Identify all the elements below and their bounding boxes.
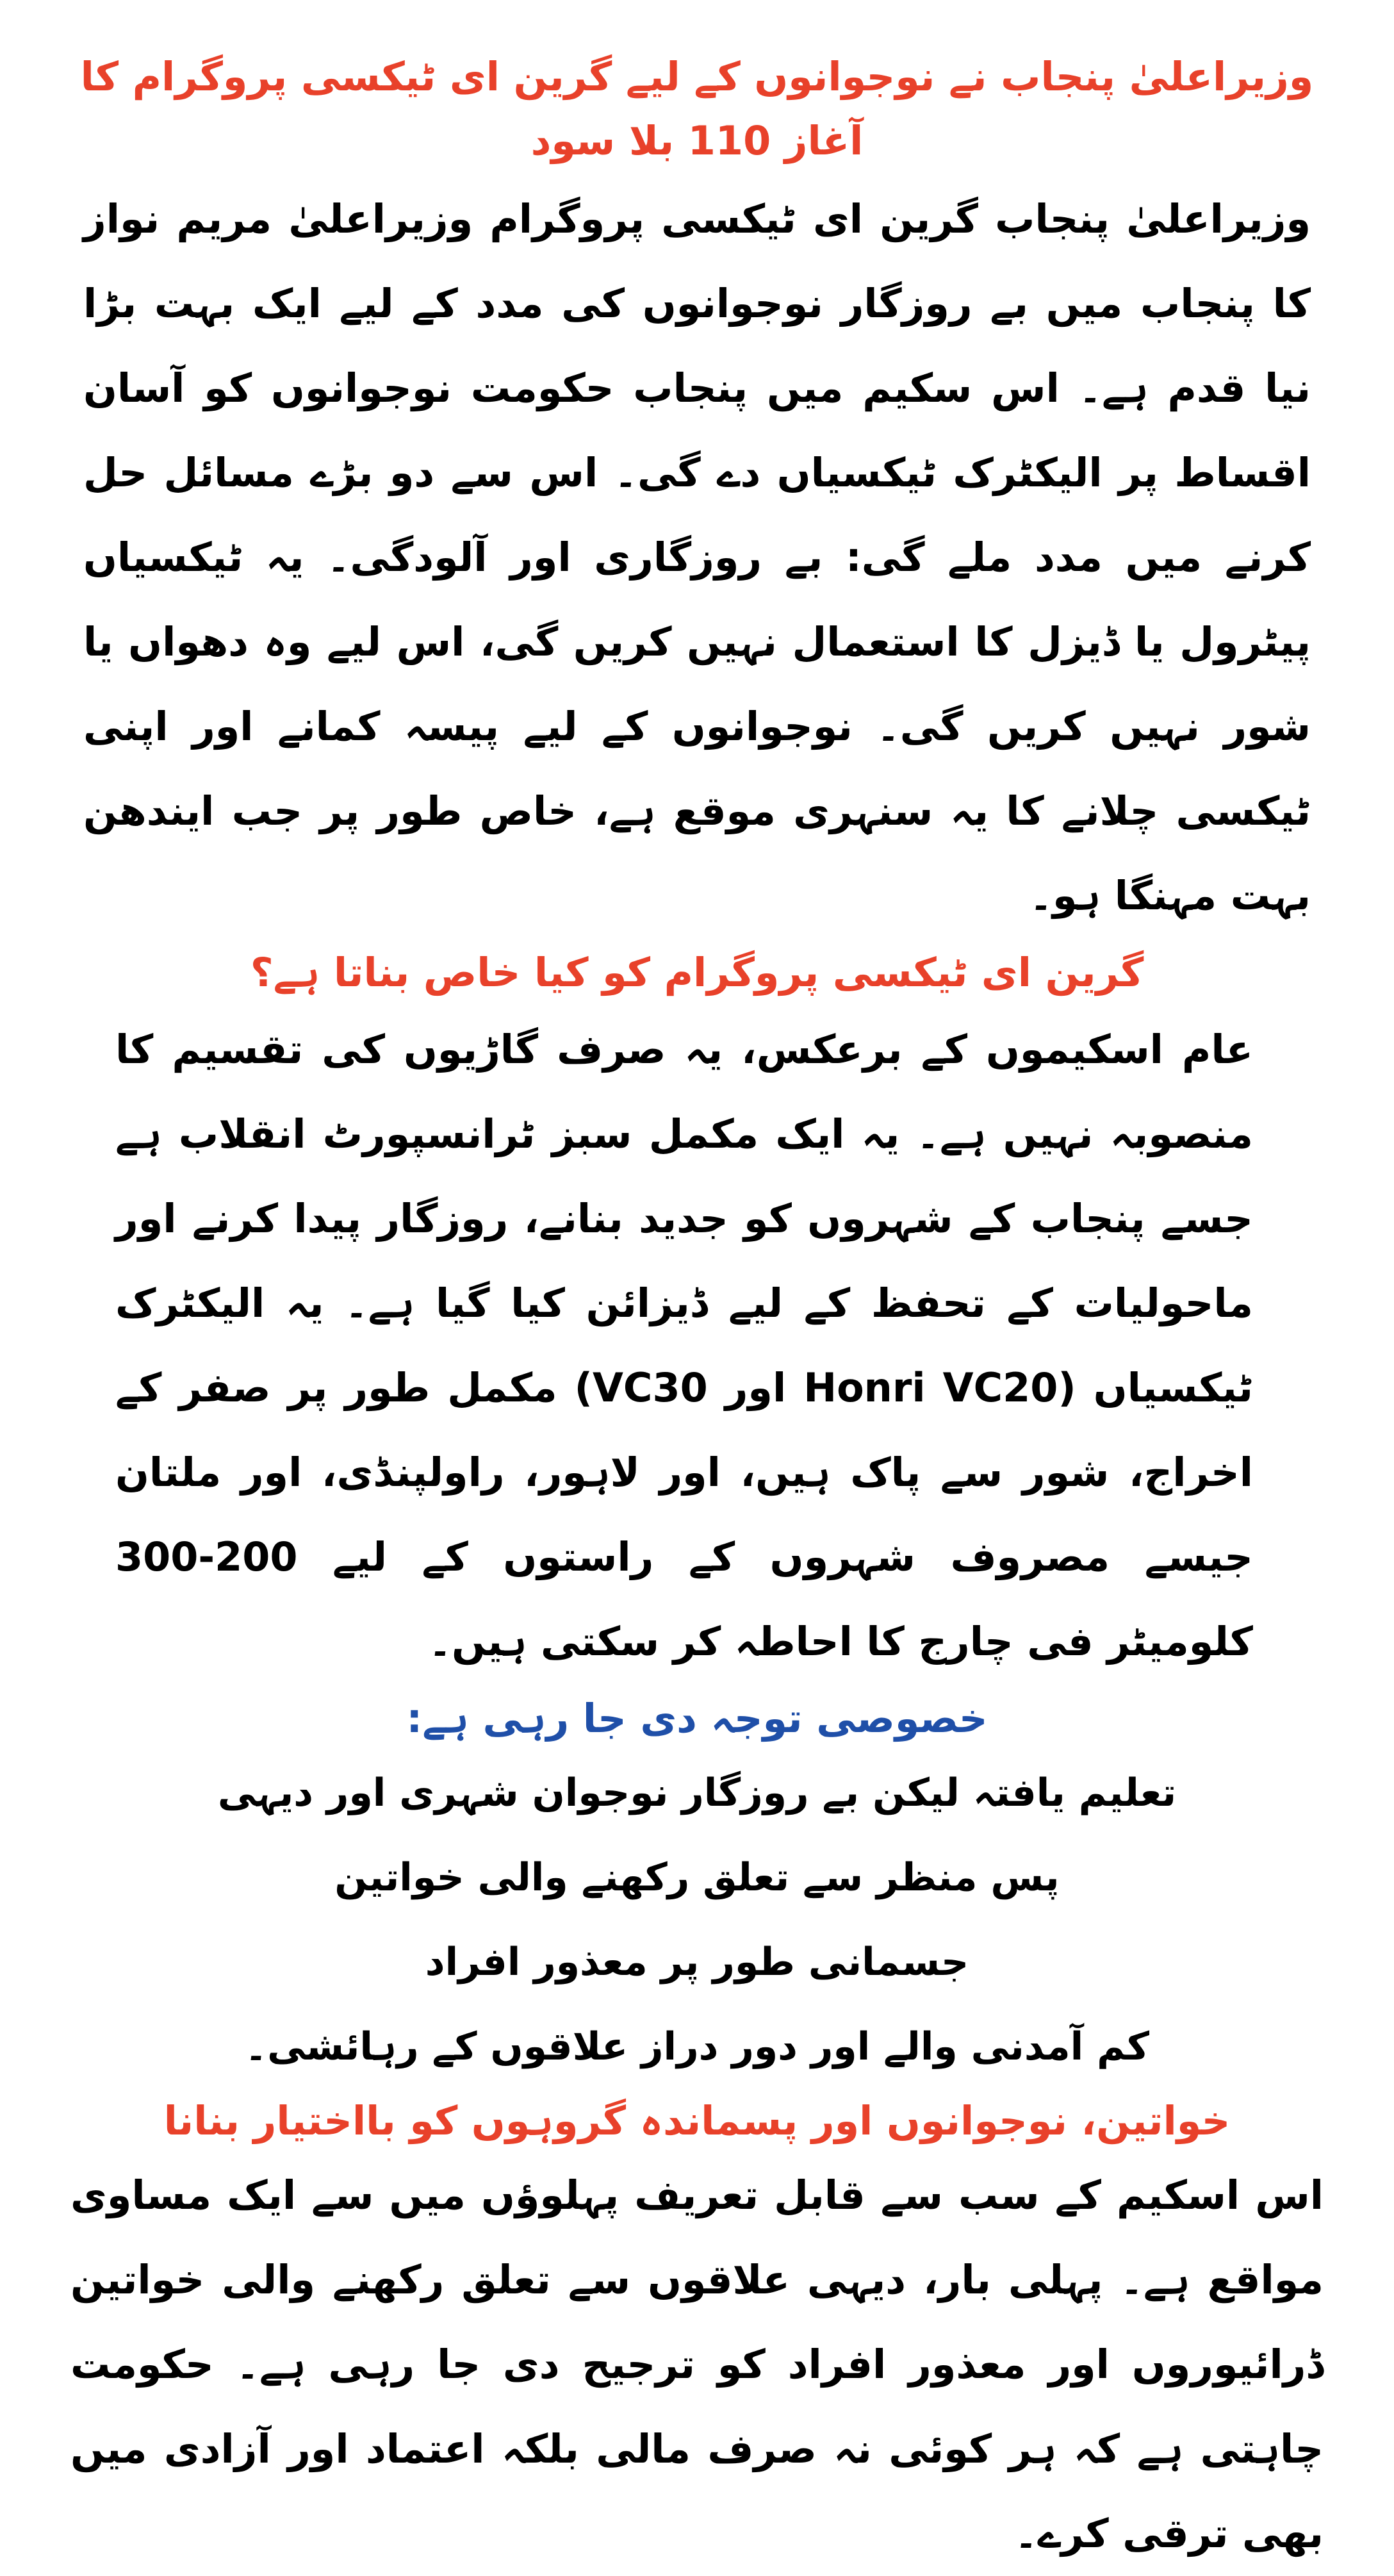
intro-paragraph: وزیراعلیٰ پنجاب گرین ای ٹیکسی پروگرام وزیراعلیٰ مریم نواز کا پنجاب میں بے روزگار نوجوانوں کی مدد کے لیے ایک بہت بڑا نیا قدم ہے۔ اس سکیم میں پنجاب حکومت نوجوانوں کو آسان اقساط پر الیکٹرک ٹیکسیاں دے گی۔ اس سے دو بڑے مسائل حل کرنے میں مدد ملے گی: بے روزگاری اور آلودگی۔ یہ ٹیکسیاں پیٹرول یا ڈیزل کا استعمال نہیں کریں گی، اس لیے وہ دھواں یا شور نہیں کریں گی۔ نوجوانوں کے لیے پیسہ کمانے اور اپنی ٹیکسی چلانے کا یہ سنہری موقع ہے، خاص طور پر جب ایندھن بہت مہنگا ہو۔ <box>83 195 1311 919</box>
section-focus-heading: خصوصی توجہ دی جا رہی ہے: <box>406 1695 988 1742</box>
article <box>45 45 1349 2557</box>
focus-list-item: تعلیم یافتہ لیکن بے روزگار نوجوان شہری اور دیہی <box>217 1771 1177 1815</box>
article-title: وزیراعلیٰ پنجاب نے نوجوانوں کے لیے گرین ای ٹیکسی پروگرام کا آغاز 110 بلا سود <box>80 53 1314 164</box>
focus-list-item: کم آمدنی والے اور دور دراز علاقوں کے رہائشی۔ <box>244 2024 1150 2069</box>
focus-list-item: جسمانی طور پر معذور افراد <box>425 1940 969 1985</box>
focus-list <box>45 1751 1349 2089</box>
focus-list-item: پس منظر سے تعلق رکھنے والی خواتین <box>334 1855 1060 1900</box>
section-special-heading: گرین ای ٹیکسی پروگرام کو کیا خاص بناتا ہے؟ <box>250 949 1144 996</box>
section-empower-paragraph: اس اسکیم کے سب سے قابل تعریف پہلوؤں میں سے ایک مساوی مواقع ہے۔ پہلی بار، دیہی علاقوں سے تعلق رکھنے والی خواتین ڈرائیوروں اور معذور افراد کو ترجیح دی جا رہی ہے۔ حکومت چاہتی ہے کہ ہر کوئی نہ صرف مالی بلکہ اعتماد اور آزادی میں بھی ترقی کرے۔ <box>70 2172 1324 2557</box>
section-empower-heading: خواتین، نوجوانوں اور پسماندہ گروہوں کو بااختیار بنانا <box>163 2097 1231 2144</box>
section-special-paragraph: عام اسکیموں کے برعکس، یہ صرف گاڑیوں کی تقسیم کا منصوبہ نہیں ہے۔ یہ ایک مکمل سبز ٹرانسپورٹ انقلاب ہے جسے پنجاب کے شہروں کو جدید بنانے، روزگار پیدا کرنے اور ماحولیات کے تحفظ کے لیے ڈیزائن کیا گیا ہے۔ یہ الیکٹرک ٹیکسیاں (Honri VC20 اور VC30) مکمل طور پر صفر کے اخراج، شور سے پاک ہیں، اور لاہور، راولپنڈی، اور ملتان جیسے مصروف شہروں کے راستوں کے لیے 200-300 کلومیٹر فی چارج کا احاطہ کر سکتی ہیں۔ <box>115 1026 1253 1665</box>
